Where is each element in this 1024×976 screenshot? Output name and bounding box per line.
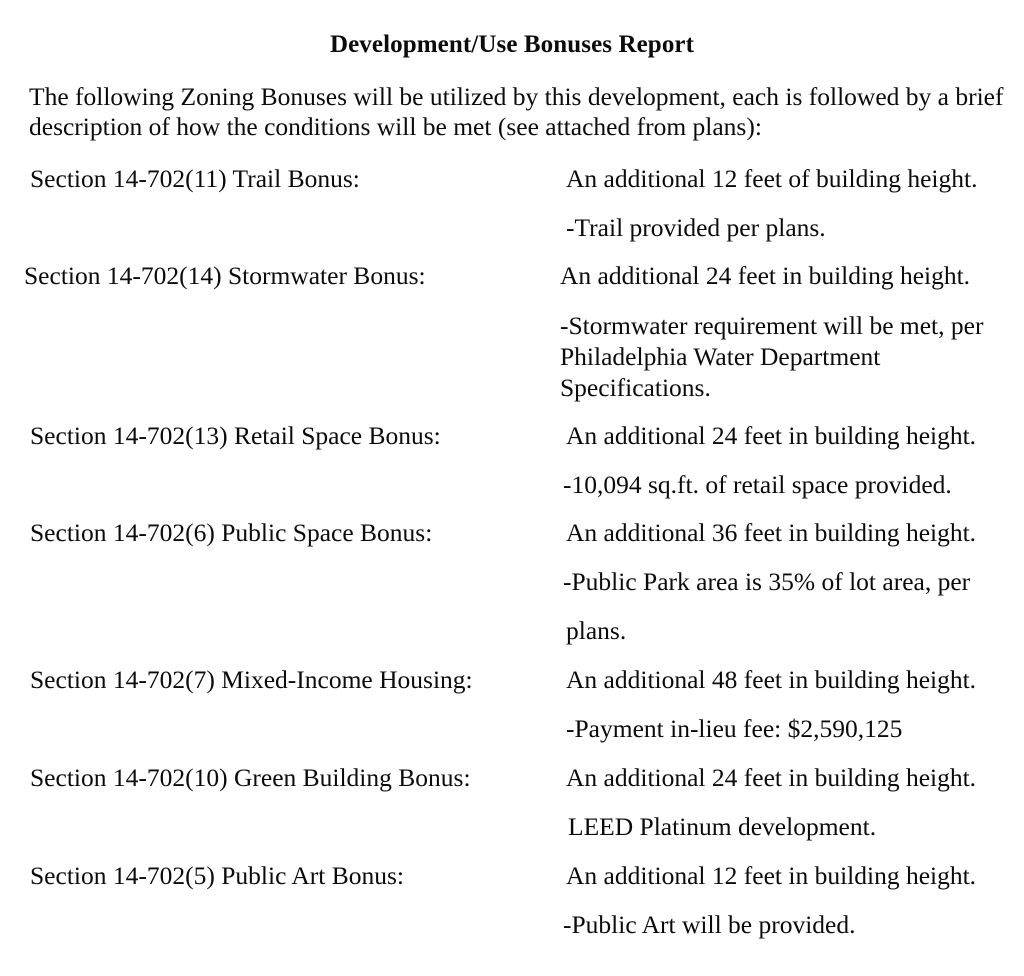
bonus-height-retail-space: An additional 24 feet in building height. bbox=[566, 421, 977, 450]
bonus-detail-public-space-1: -Public Park area is 35% of lot area, per bbox=[563, 567, 971, 596]
bonus-detail-public-art-1: -Public Art will be provided. bbox=[563, 910, 856, 939]
bonus-height-public-art: An additional 12 feet in building height. bbox=[566, 861, 977, 890]
bonus-detail-public-space-2: plans. bbox=[566, 616, 627, 645]
bonus-detail-trail-1: -Trail provided per plans. bbox=[566, 213, 826, 242]
page-title: Development/Use Bonuses Report bbox=[329, 31, 695, 58]
bonus-label-public-art: Section 14-702(5) Public Art Bonus: bbox=[30, 861, 404, 890]
bonus-label-trail: Section 14-702(11) Trail Bonus: bbox=[30, 164, 360, 193]
bonus-height-green-building: An additional 24 feet in building height. bbox=[566, 763, 977, 792]
bonus-detail-mixed-income-housing-1: -Payment in-lieu fee: $2,590,125 bbox=[566, 714, 903, 743]
bonus-label-retail-space: Section 14-702(13) Retail Space Bonus: bbox=[30, 421, 441, 450]
bonus-detail-stormwater-2: Philadelphia Water Department bbox=[560, 342, 881, 371]
bonus-label-mixed-income-housing: Section 14-702(7) Mixed-Income Housing: bbox=[30, 665, 473, 694]
bonus-detail-stormwater-3: Specifications. bbox=[560, 373, 711, 402]
bonus-detail-stormwater-1: -Stormwater requirement will be met, per bbox=[560, 311, 984, 340]
bonus-height-trail: An additional 12 feet of building height. bbox=[566, 164, 978, 193]
bonus-height-mixed-income-housing: An additional 48 feet in building height. bbox=[566, 665, 977, 694]
bonus-height-public-space: An additional 36 feet in building height. bbox=[566, 518, 977, 547]
intro-paragraph-line-1: The following Zoning Bonuses will be utilized by this development, each is followed by a brief bbox=[29, 82, 1004, 111]
bonus-detail-retail-space-1: -10,094 sq.ft. of retail space provided. bbox=[563, 470, 952, 499]
bonus-detail-green-building-1: LEED Platinum development. bbox=[568, 812, 877, 841]
bonus-height-stormwater: An additional 24 feet in building height. bbox=[560, 261, 971, 290]
intro-paragraph-line-2: description of how the conditions will be met (see attached from plans): bbox=[29, 112, 762, 141]
bonus-label-green-building: Section 14-702(10) Green Building Bonus: bbox=[30, 763, 471, 792]
bonus-label-stormwater: Section 14-702(14) Stormwater Bonus: bbox=[24, 261, 426, 290]
bonus-label-public-space: Section 14-702(6) Public Space Bonus: bbox=[30, 518, 433, 547]
